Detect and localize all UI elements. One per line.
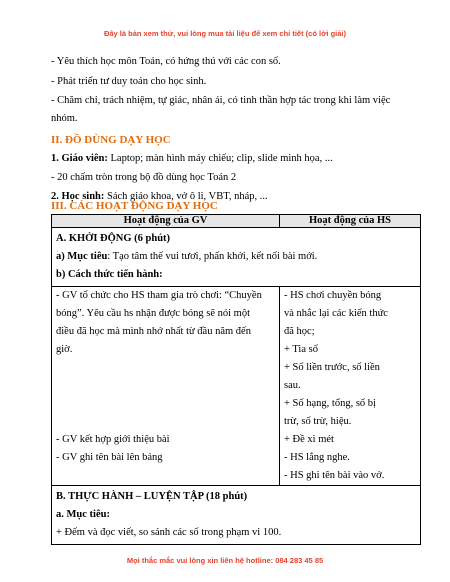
part-b-cell (52, 486, 421, 545)
table-row (52, 228, 421, 287)
gv-line: - GV kết hợp giới thiệu bài (56, 434, 170, 445)
gv-line (56, 359, 275, 377)
teacher-materials-extra: - 20 chấm tròn trong bộ đồ dùng học Toán 2 (51, 172, 237, 183)
intro-line-4: nhóm. (51, 113, 78, 124)
hs-line: + Tia số (284, 344, 318, 355)
hs-line: + Số hạng, tổng, số bị (284, 398, 376, 409)
gv-line: giờ. (56, 344, 73, 355)
section-heading-activities: III. CÁC HOẠT ĐỘNG DẠY HỌC (51, 200, 218, 212)
hotline-banner: Mọi thắc mắc vui lòng xin liên hệ hotline: 084 283 45 85 (126, 556, 324, 565)
hs-line: trừ, số trừ, hiệu. (284, 416, 352, 427)
hs-line: và nhắc lại các kiến thức (284, 308, 388, 319)
gv-line (56, 413, 275, 431)
part-b-goal: a. Mục tiêu: (56, 509, 110, 520)
part-a-method: b) Cách thức tiến hành: (56, 269, 163, 280)
hs-line: + Số liền trước, số liền (284, 362, 380, 373)
student-text: Sách giáo khoa, vở ô li, VBT, nháp, ... (104, 191, 268, 202)
teacher-label: 1. Giáo viên: (51, 153, 108, 164)
hs-line: đã học; (284, 326, 315, 337)
gv-line (56, 395, 275, 413)
intro-line-3: - Chăm chỉ, trách nhiệm, tự giác, nhân ái, có tinh thần hợp tác trong khi làm việc (51, 95, 391, 106)
activities-table (51, 214, 421, 545)
table-row (52, 287, 421, 486)
teacher-text: Laptop; màn hình máy chiếu; clip, slide minh họa, ... (107, 153, 333, 164)
student-activity-cell (280, 287, 421, 486)
gv-line (56, 377, 275, 395)
table-row (52, 486, 421, 545)
hs-line: + Đề xi mét (284, 434, 334, 445)
teacher-activity-cell (52, 287, 280, 486)
intro-line-2: - Phát triển tư duy toán cho học sinh. (51, 76, 207, 87)
hs-line: - HS ghi tên bài vào vở. (284, 470, 385, 481)
hs-line: - HS chơi chuyền bóng (284, 290, 382, 301)
intro-line-1: - Yêu thích học môn Toán, có hứng thú với các con số. (51, 56, 281, 67)
gv-line: điều đã học mà mình nhớ nhất từ đầu năm đến (56, 326, 251, 337)
gv-line: - GV tổ chức cho HS tham gia trò chơi: “Chuyền (56, 290, 262, 301)
preview-banner: Đây là bản xem thử, vui lòng mua tài liệu để xem chi tiết (có lời giải) (103, 29, 347, 38)
header-teacher: Hoạt động của GV (52, 215, 280, 228)
part-a-goal-text: : Tạo tâm thế vui tươi, phấn khởi, kết nối bài mới. (107, 251, 318, 262)
student-label: 2. Học sinh: (51, 191, 105, 202)
part-b-title: B. THỰC HÀNH – LUYỆN TẬP (18 phút) (56, 491, 248, 502)
part-a-cell (52, 228, 421, 287)
gv-line: - GV ghi tên bài lên bảng (56, 452, 163, 463)
header-student: Hoạt động của HS (280, 215, 421, 228)
part-b-item: + Đếm và đọc viết, so sánh các số trong phạm vi 100. (56, 527, 282, 538)
teacher-materials (51, 153, 421, 165)
gv-line: bóng”. Yêu cầu hs nhận được bóng sẽ nói một (56, 308, 250, 319)
part-a-goal-label: a) Mục tiêu (56, 251, 108, 262)
part-a-title: A. KHỞI ĐỘNG (6 phút) (56, 233, 171, 244)
hs-line: sau. (284, 380, 301, 391)
table-header-row (52, 215, 421, 228)
section-heading-materials: II. ĐỒ DÙNG DẠY HỌC (51, 134, 171, 146)
hs-line: - HS lắng nghe. (284, 452, 350, 463)
